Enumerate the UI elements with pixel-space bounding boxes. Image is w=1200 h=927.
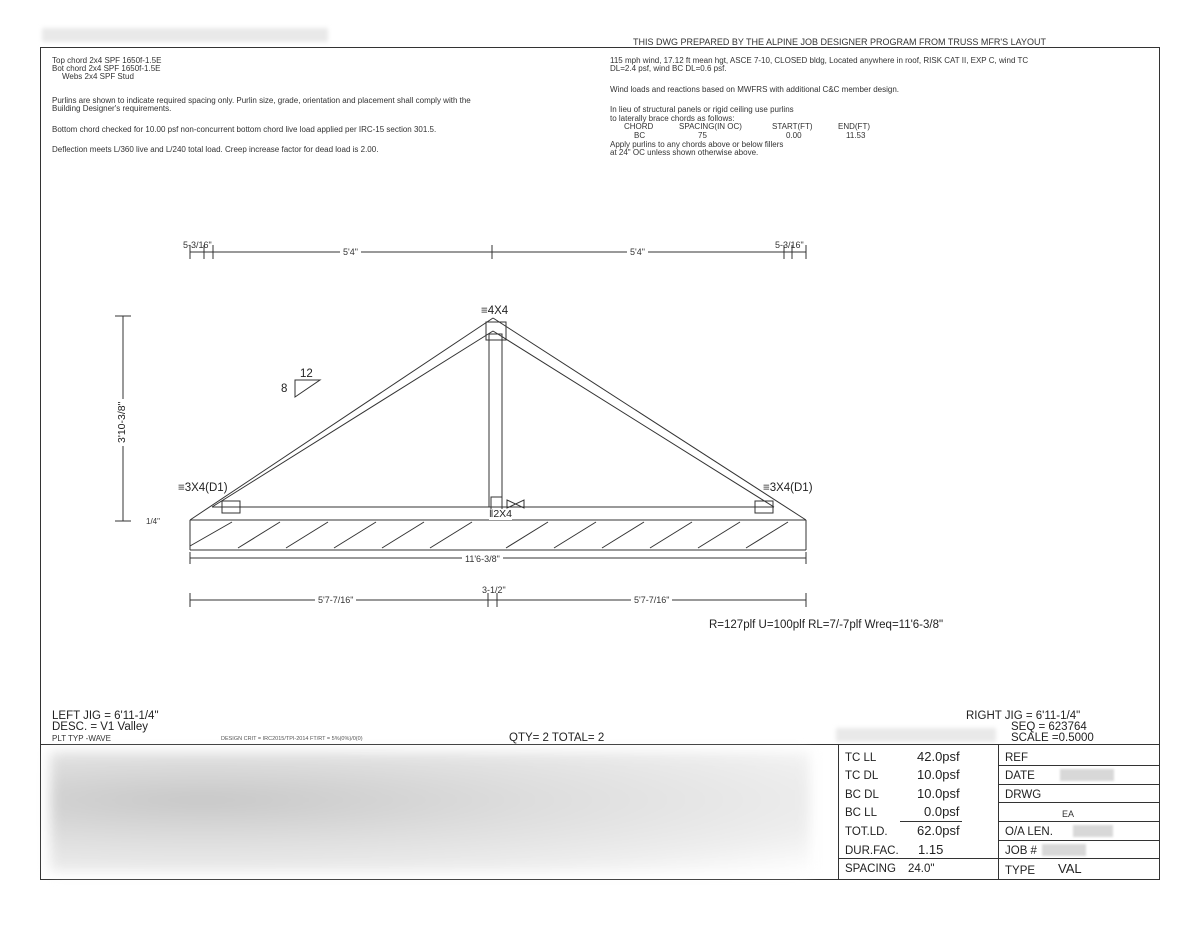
- tb-ref: REF: [1005, 752, 1028, 764]
- dim-top-left: 5'4": [340, 247, 361, 257]
- scale: SCALE =0.5000: [1011, 732, 1094, 744]
- qty: QTY= 2 TOTAL= 2: [509, 732, 605, 744]
- tb-rule-4: [998, 821, 1160, 822]
- desc: DESC. = V1 Valley: [52, 721, 148, 733]
- plate-bottom-label: ‖2X4: [489, 508, 513, 520]
- load-dur-fac-label: DUR.FAC.: [845, 845, 899, 857]
- redacted-date: [1060, 769, 1114, 781]
- purlin-header-end: END(FT): [838, 122, 870, 131]
- plate-apex-label: ≡4X4: [481, 305, 509, 317]
- tb-rule-2: [998, 784, 1160, 785]
- dim-top-right: 5'4": [627, 247, 648, 257]
- note-bottom-chord-check: Bottom chord checked for 10.00 psf non-concurrent bottom chord live load applied per IRC-15 section 301.5.: [52, 125, 437, 134]
- tb-rule-6: [998, 858, 1160, 859]
- load-tot-ld-value: 62.0psf: [917, 823, 960, 838]
- load-tc-dl-label: TC DL: [845, 770, 879, 782]
- load-tc-ll-label: TC LL: [845, 752, 877, 764]
- purlin-row-chord: BC: [634, 131, 646, 140]
- purlin-header-spacing: SPACING(IN OC): [679, 122, 742, 131]
- left-jig: LEFT JIG = 6'11-1/4": [52, 710, 159, 722]
- note-bot-chord: Bot chord 2x4 SPF 1650f-1.5E: [52, 64, 161, 73]
- note-mwfrs: Wind loads and reactions based on MWFRS with additional C&C member design.: [610, 85, 900, 94]
- tb-rule-5: [998, 840, 1160, 841]
- load-tc-dl-value: 10.0psf: [917, 767, 960, 782]
- redacted-company-block: [50, 752, 810, 872]
- note-purlins-2: Building Designer's requirements.: [52, 104, 172, 113]
- tb-type-label: TYPE: [1005, 865, 1036, 877]
- redacted-footer-box: [836, 728, 996, 742]
- load-bc-dl-label: BC DL: [845, 789, 879, 801]
- note-apply-2: at 24" OC unless shown otherwise above.: [610, 148, 759, 157]
- load-spacing-label: SPACING: [845, 863, 896, 875]
- note-apply-1: Apply purlins to any chords above or below fillers: [610, 140, 784, 149]
- purlin-row-start: 0.00: [786, 131, 802, 140]
- dim-bot-mid: 3-1/2": [482, 585, 506, 595]
- dim-top-right-end: 5-3/16": [775, 240, 804, 250]
- tb-job: JOB #: [1005, 845, 1037, 857]
- note-deflection: Deflection meets L/360 live and L/240 total load. Creep increase factor for dead load is 2.00.: [52, 145, 379, 154]
- bottom-offset: 1/4": [146, 517, 160, 526]
- note-top-chord: Top chord 2x4 SPF 1650f-1.5E: [52, 56, 162, 65]
- tb-drwg: DRWG: [1005, 789, 1042, 801]
- purlin-row-end: 11.53: [846, 131, 866, 140]
- left-top-chord: [190, 318, 493, 520]
- right-jig: RIGHT JIG = 6'11-1/4": [966, 710, 1081, 722]
- note-lieu-2: to laterally brace chords as follows:: [610, 114, 735, 123]
- load-tot-ld-label: TOT.LD.: [845, 826, 888, 838]
- height-dim: 3'10-3/8": [117, 399, 128, 446]
- design-crit: DESIGN CRIT = IRC2015/TPI-2014 FT/RT = 5%(0%)/0(0): [221, 736, 363, 742]
- pitch-run: 12: [300, 368, 313, 380]
- plate-right-label: ≡3X4(D1): [763, 482, 813, 494]
- load-bc-dl-value: 10.0psf: [917, 786, 960, 801]
- redacted-oa-len: [1073, 825, 1113, 837]
- pitch-triangle: [295, 380, 320, 397]
- tb-type-value: VAL: [1058, 861, 1082, 876]
- purlin-header-chord: CHORD: [624, 122, 654, 131]
- tb-date: DATE: [1005, 770, 1035, 782]
- redacted-job: [1042, 844, 1086, 856]
- prepared-note: THIS DWG PREPARED BY THE ALPINE JOB DESIGNER PROGRAM FROM TRUSS MFR'S LAYOUT: [633, 37, 1046, 47]
- hatch-lines: [190, 522, 788, 548]
- tb-rule-3: [998, 802, 1160, 803]
- purlin-row-spacing: 75: [698, 131, 707, 140]
- reactions: R=127plf U=100plf RL=7/-7plf Wreq=11'6-3/8": [709, 619, 944, 631]
- note-wind-2: DL=2.4 psf, wind BC DL=0.6 psf.: [610, 64, 727, 73]
- note-webs: Webs 2x4 SPF Stud: [62, 72, 134, 81]
- note-wind-1: 115 mph wind, 17.12 ft mean hgt, ASCE 7-10, CLOSED bldg, Located anywhere in roof, RISK CAT II, EXP C, wind TC: [610, 56, 1029, 65]
- load-spacing-value: 24.0": [908, 863, 935, 875]
- note-lieu-1: In lieu of structural panels or rigid ceiling use purlins: [610, 105, 794, 114]
- tb-oa-len: O/A LEN.: [1005, 826, 1053, 838]
- tb-rule-1: [998, 765, 1160, 766]
- load-bc-ll-value: 0.0psf: [924, 804, 960, 819]
- tb-ea: EA: [1062, 809, 1075, 819]
- seq: SEQ = 623764: [1011, 721, 1087, 733]
- dim-top-left-end: 5-3/16": [183, 240, 212, 250]
- purlin-header-start: START(FT): [772, 122, 813, 131]
- load-spacing-rule: [838, 858, 998, 859]
- center-web: [489, 334, 502, 507]
- load-bc-ll-label: BC LL: [845, 807, 877, 819]
- load-tc-ll-value: 42.0psf: [917, 749, 960, 764]
- right-top-chord: [493, 318, 806, 520]
- load-sum-line: [900, 821, 962, 822]
- plate-left-label: ≡3X4(D1): [178, 482, 228, 494]
- span-dim: 11'6-3/8": [462, 554, 503, 564]
- dim-bot-left: 5'7-7/16": [315, 595, 356, 605]
- load-dur-fac-value: 1.15: [918, 842, 944, 857]
- note-purlins-1: Purlins are shown to indicate required spacing only. Purlin size, grade, orientation and placement shall comply with the: [52, 96, 471, 105]
- dim-bot-right: 5'7-7/16": [631, 595, 672, 605]
- pitch-rise: 8: [281, 383, 288, 395]
- plt-typ: PLT TYP -WAVE: [52, 734, 111, 743]
